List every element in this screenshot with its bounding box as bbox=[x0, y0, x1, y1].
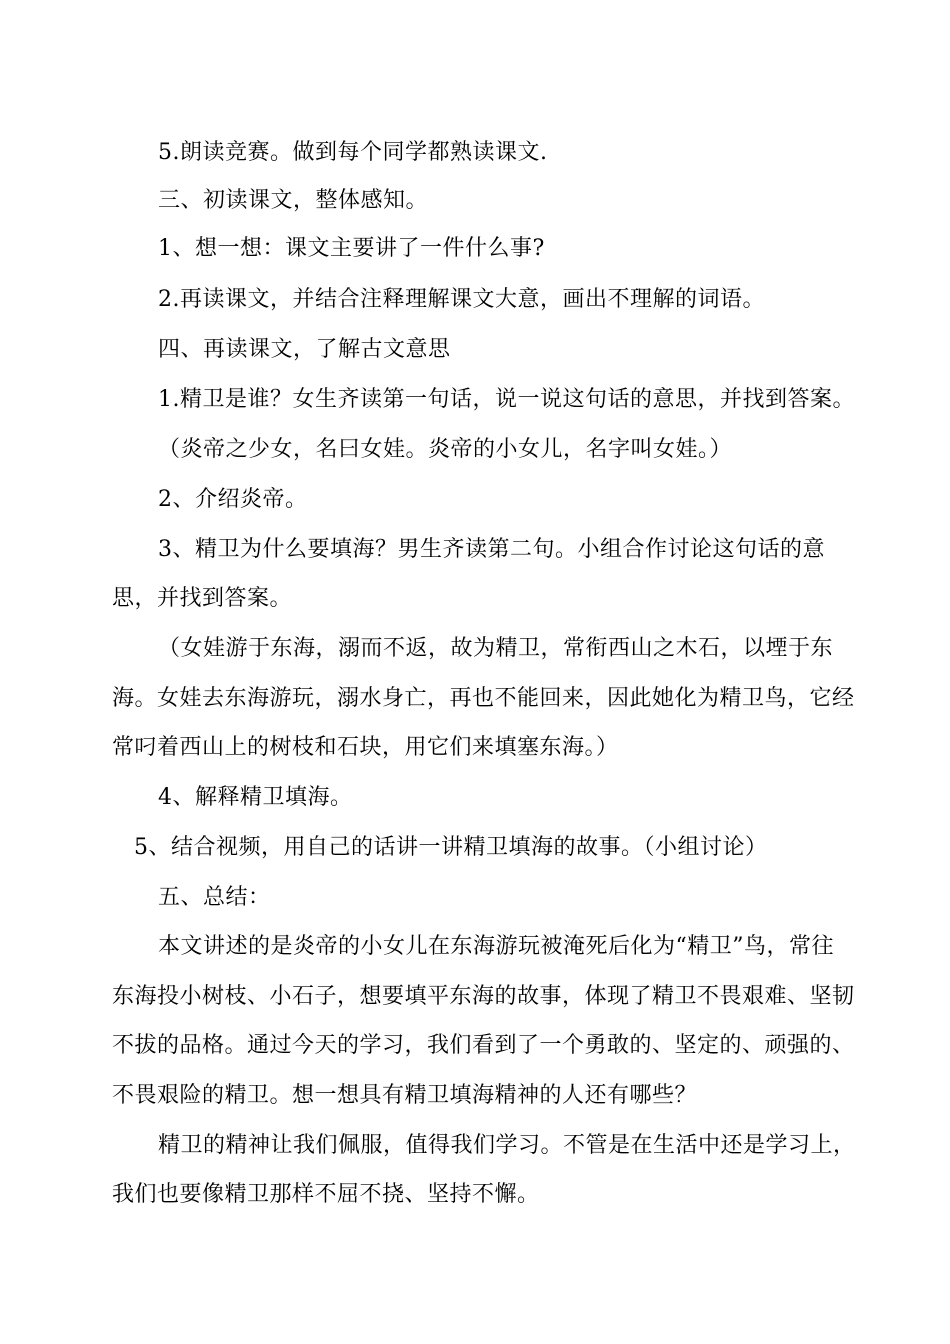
line-introduce-yandi: 2、介绍炎帝。 bbox=[158, 487, 308, 512]
summary-paragraph-line-4: 不畏艰险的精卫。想一想具有精卫填海精神的人还有哪些？ bbox=[112, 1083, 698, 1108]
summary-paragraph-line-1: 本文讲述的是炎帝的小女儿在东海游玩被淹死后化为“精卫”鸟，常往 bbox=[158, 934, 834, 959]
line-who-is-jingwei: 1.精卫是谁？女生齐读第一句话，说一说这句话的意思，并找到答案。 bbox=[158, 387, 855, 412]
line-answer-nuwa-drowned: （女娃游于东海，溺而不返，故为精卫，常衔西山之木石，以堙于东 bbox=[158, 636, 834, 661]
heading-reread-meaning: 四、再读课文，了解古文意思 bbox=[158, 337, 451, 362]
closing-paragraph-line-2: 我们也要像精卫那样不屈不挠、坚持不懈。 bbox=[112, 1182, 540, 1207]
summary-paragraph-line-2: 东海投小树枝、小石子，想要填平东海的故事，体现了精卫不畏艰难、坚韧 bbox=[112, 984, 855, 1009]
line-reread-annotations: 2.再读课文，并结合注释理解课文大意，画出不理解的词语。 bbox=[158, 287, 765, 312]
line-why-fill-sea-cont: 思，并找到答案。 bbox=[112, 586, 293, 611]
line-answer-nuwa-drowned-cont2: 常叼着西山上的树枝和石块，用它们来填塞东海。） bbox=[112, 735, 619, 760]
line-retell-story: 5、结合视频，用自己的话讲一讲精卫填海的故事。（小组讨论） bbox=[134, 835, 768, 860]
closing-paragraph-line-1: 精卫的精神让我们佩服，值得我们学习。不管是在生活中还是学习上， bbox=[158, 1133, 856, 1158]
heading-summary: 五、总结： bbox=[158, 885, 271, 910]
line-why-fill-sea: 3、精卫为什么要填海？男生齐读第二句。小组合作讨论这句话的意 bbox=[158, 537, 825, 562]
summary-paragraph-line-3: 不拔的品格。通过今天的学习，我们看到了一个勇敢的、坚定的、顽强的、 bbox=[112, 1033, 855, 1058]
line-answer-yandi-daughter: （炎帝之少女，名曰女娃。炎帝的小女儿，名字叫女娃。） bbox=[158, 437, 733, 462]
line-reading-contest: 5.朗读竞赛。做到每个同学都熟读课文. bbox=[158, 140, 548, 165]
heading-first-reading: 三、初读课文，整体感知。 bbox=[158, 188, 429, 213]
line-think-question: 1、想一想：课文主要讲了一件什么事? bbox=[158, 236, 545, 261]
line-explain-title: 4、解释精卫填海。 bbox=[158, 785, 353, 810]
line-answer-nuwa-drowned-cont1: 海。女娃去东海游玩，溺水身亡，再也不能回来，因此她化为精卫鸟，它经 bbox=[112, 686, 855, 711]
